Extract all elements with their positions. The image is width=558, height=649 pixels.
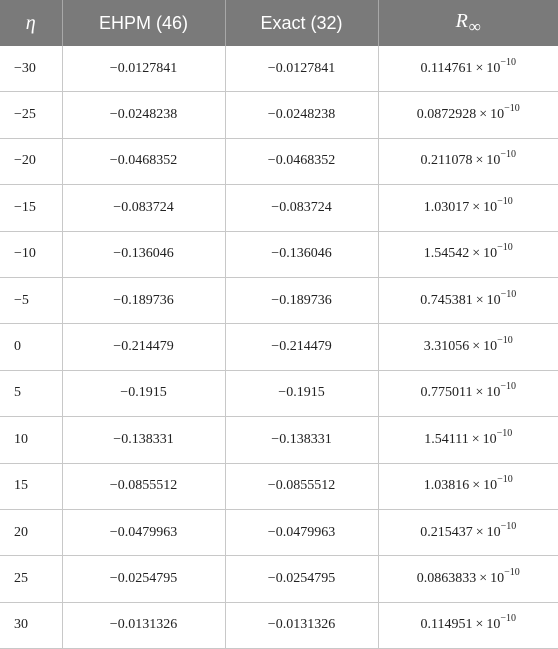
times-sign: × xyxy=(472,478,481,494)
r-exponent: −10 xyxy=(497,474,513,486)
ehpm-cell: −0.136046 xyxy=(62,231,225,277)
eta-cell: −10 xyxy=(0,231,62,277)
r-infinity-cell xyxy=(378,277,558,323)
r-base: 10 xyxy=(483,339,498,355)
table-row xyxy=(0,46,558,92)
exact-cell: −0.0468352 xyxy=(225,138,378,184)
r-infinity-cell xyxy=(378,138,558,184)
r-mantissa: 0.0863833 xyxy=(416,570,477,586)
header-ehpm: EHPM (46) xyxy=(62,0,225,46)
header-eta: η xyxy=(0,0,62,46)
r-exponent: −10 xyxy=(500,149,517,161)
table-row xyxy=(0,185,558,231)
eta-cell: −25 xyxy=(0,92,62,138)
times-sign: × xyxy=(475,524,484,540)
r-exponent: −10 xyxy=(497,335,513,347)
ehpm-cell: −0.0131326 xyxy=(62,602,225,648)
eta-cell: 25 xyxy=(0,556,62,602)
eta-cell: −15 xyxy=(0,185,62,231)
r-infinity-cell xyxy=(378,509,558,555)
r-mantissa: 1.03816 xyxy=(423,478,470,494)
exact-cell: −0.136046 xyxy=(225,231,378,277)
r-infinity-cell xyxy=(378,417,558,463)
table-row xyxy=(0,324,558,370)
r-exponent: −10 xyxy=(496,427,513,439)
r-mantissa: 0.215437 xyxy=(420,524,473,540)
eta-cell: −5 xyxy=(0,277,62,323)
times-sign: × xyxy=(479,570,488,586)
ehpm-cell: −0.083724 xyxy=(62,185,225,231)
exact-cell: −0.189736 xyxy=(225,277,378,323)
eta-cell: −30 xyxy=(0,46,62,92)
r-base: 10 xyxy=(486,292,501,308)
table-row xyxy=(0,370,558,416)
r-infinity-cell xyxy=(378,556,558,602)
times-sign: × xyxy=(472,199,481,215)
table-row xyxy=(0,92,558,138)
eta-cell: 5 xyxy=(0,370,62,416)
eta-cell: 30 xyxy=(0,602,62,648)
header-row xyxy=(0,0,558,46)
times-sign: × xyxy=(475,153,484,169)
ehpm-cell: −0.0468352 xyxy=(62,138,225,184)
exact-cell: −0.1915 xyxy=(225,370,378,416)
r-base: 10 xyxy=(486,153,501,169)
exact-cell: −0.0254795 xyxy=(225,556,378,602)
r-infinity-cell xyxy=(378,370,558,416)
header-r-infinity xyxy=(378,0,558,46)
r-exponent: −10 xyxy=(500,613,517,625)
r-mantissa: 0.775011 xyxy=(420,385,473,401)
r-base: 10 xyxy=(486,60,501,76)
ehpm-cell: −0.138331 xyxy=(62,417,225,463)
header-exact: Exact (32) xyxy=(225,0,378,46)
ehpm-cell: −0.189736 xyxy=(62,277,225,323)
r-exponent: −10 xyxy=(504,103,520,115)
r-exponent: −10 xyxy=(500,56,517,68)
r-infinity-cell xyxy=(378,463,558,509)
header-r-subscript: ∞ xyxy=(468,16,481,36)
r-mantissa: 0.211078 xyxy=(420,153,473,169)
r-base: 10 xyxy=(483,199,498,215)
r-base: 10 xyxy=(490,570,505,586)
table-row xyxy=(0,509,558,555)
eta-cell: −20 xyxy=(0,138,62,184)
table-row xyxy=(0,138,558,184)
table-row xyxy=(0,556,558,602)
r-exponent: −10 xyxy=(497,195,513,207)
r-mantissa: 1.54542 xyxy=(423,246,470,262)
eta-cell: 10 xyxy=(0,417,62,463)
r-base: 10 xyxy=(482,431,497,447)
r-mantissa: 1.03017 xyxy=(423,199,470,215)
r-base: 10 xyxy=(483,246,498,262)
r-base: 10 xyxy=(486,385,501,401)
times-sign: × xyxy=(472,246,481,262)
r-infinity-cell xyxy=(378,231,558,277)
table-row xyxy=(0,602,558,648)
r-base: 10 xyxy=(486,524,501,540)
ehpm-cell: −0.1915 xyxy=(62,370,225,416)
exact-cell: −0.0131326 xyxy=(225,602,378,648)
r-infinity-cell xyxy=(378,92,558,138)
r-exponent: −10 xyxy=(497,242,513,254)
r-mantissa: 0.114761 xyxy=(420,60,473,76)
exact-cell: −0.0127841 xyxy=(225,46,378,92)
exact-cell: −0.0479963 xyxy=(225,509,378,555)
r-exponent: −10 xyxy=(500,288,517,300)
exact-cell: −0.0855512 xyxy=(225,463,378,509)
r-mantissa: 0.114951 xyxy=(420,617,473,633)
times-sign: × xyxy=(475,60,484,76)
table-row xyxy=(0,277,558,323)
ehpm-cell: −0.214479 xyxy=(62,324,225,370)
table-row xyxy=(0,463,558,509)
table-header xyxy=(0,0,558,46)
r-mantissa: 0.0872928 xyxy=(416,107,477,123)
eta-cell: 15 xyxy=(0,463,62,509)
exact-cell: −0.083724 xyxy=(225,185,378,231)
r-exponent: −10 xyxy=(504,566,520,578)
eta-cell: 20 xyxy=(0,509,62,555)
times-sign: × xyxy=(472,339,481,355)
r-base: 10 xyxy=(486,617,501,633)
r-infinity-cell xyxy=(378,324,558,370)
table-body xyxy=(0,46,558,649)
r-exponent: −10 xyxy=(500,520,517,532)
r-base: 10 xyxy=(483,478,498,494)
times-sign: × xyxy=(475,617,484,633)
times-sign: × xyxy=(475,385,484,401)
r-infinity-cell xyxy=(378,46,558,92)
ehpm-cell: −0.0479963 xyxy=(62,509,225,555)
table-row xyxy=(0,231,558,277)
ehpm-cell: −0.0254795 xyxy=(62,556,225,602)
r-infinity-cell xyxy=(378,185,558,231)
r-mantissa: 1.54111 xyxy=(424,431,469,447)
eta-cell: 0 xyxy=(0,324,62,370)
table-row xyxy=(0,417,558,463)
times-sign: × xyxy=(475,292,484,308)
header-r-base: R xyxy=(455,9,468,32)
r-mantissa: 3.31056 xyxy=(423,339,470,355)
ehpm-cell: −0.0248238 xyxy=(62,92,225,138)
ehpm-cell: −0.0855512 xyxy=(62,463,225,509)
exact-cell: −0.138331 xyxy=(225,417,378,463)
exact-cell: −0.0248238 xyxy=(225,92,378,138)
exact-cell: −0.214479 xyxy=(225,324,378,370)
r-infinity-cell xyxy=(378,602,558,648)
r-exponent: −10 xyxy=(500,381,517,393)
r-base: 10 xyxy=(490,107,505,123)
ehpm-cell: −0.0127841 xyxy=(62,46,225,92)
times-sign: × xyxy=(479,107,488,123)
times-sign: × xyxy=(471,431,480,447)
r-mantissa: 0.745381 xyxy=(420,292,473,308)
